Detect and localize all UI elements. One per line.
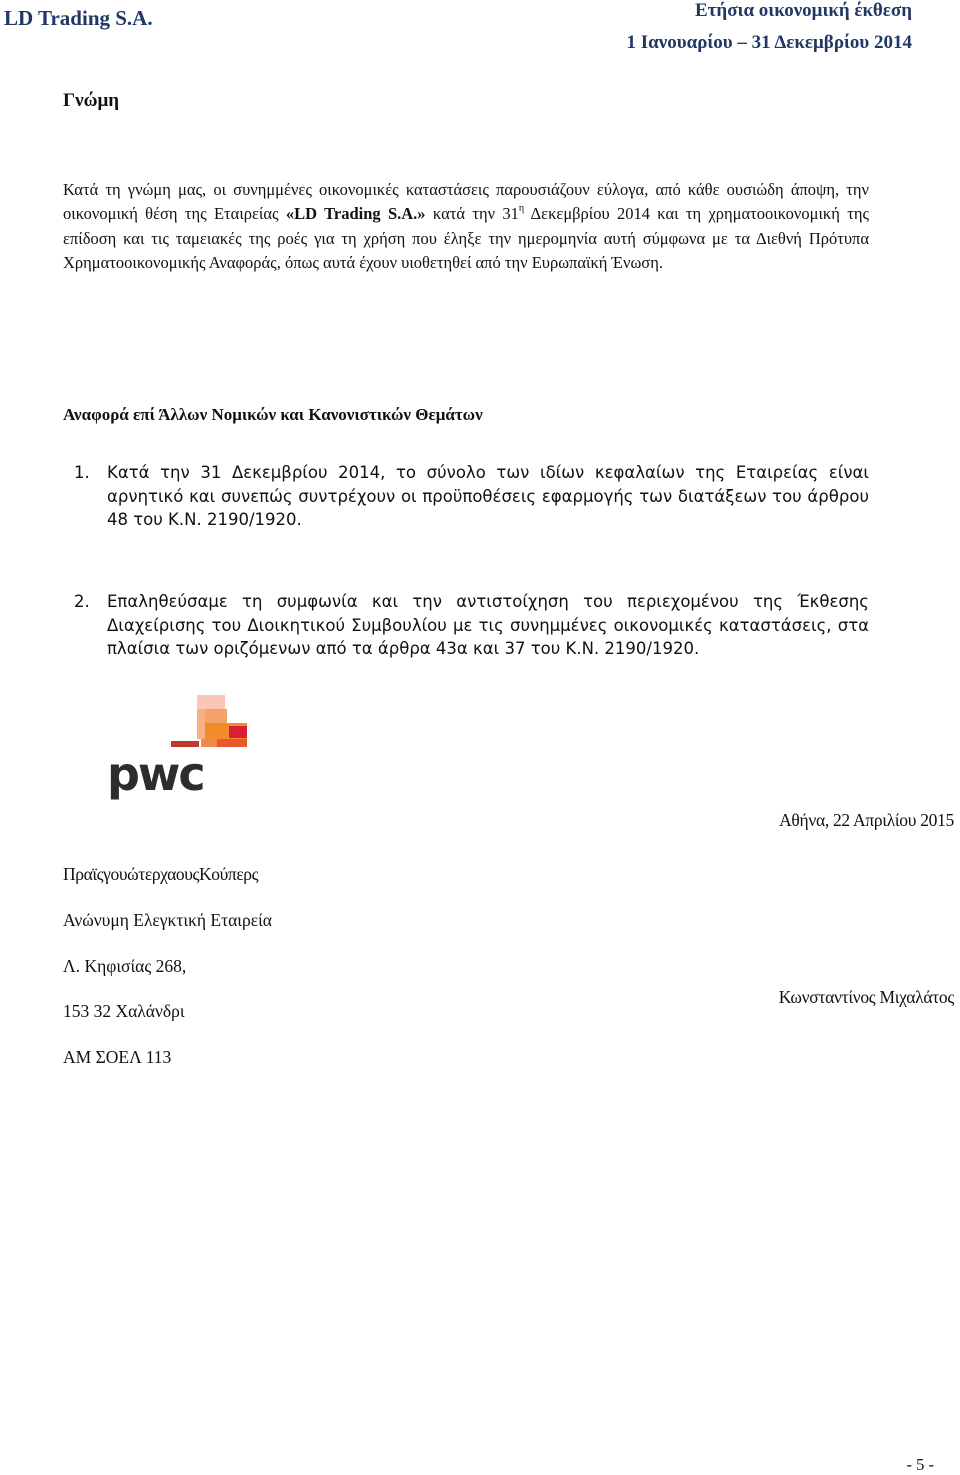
page-number: - 5 - — [906, 1455, 934, 1474]
opinion-text-after: Δεκεμβρίου 2014 και τη χρηματοοικονομική της επίδοση και τις ταμειακές της ροές για τη χρήση που έληξε την ημερομηνία αυτή σύμφωνα με τα Διεθνή Πρότυπα Χρηματοοικονομικής Αναφοράς, όπως αυτά έχουν υιοθετηθεί από την Ευρωπαϊκή Ένωση. — [63, 204, 869, 272]
legal-item-number: 1. — [74, 463, 90, 482]
opinion-text-before: Κατά τη γνώμη μας, οι συνημμένες οικονομικές καταστάσεις παρουσιάζουν εύλογα, από κάθε ουσιώδη άποψη, την οικονομική θέση της Εταιρείας — [63, 180, 869, 224]
logo-block — [201, 739, 217, 747]
legal-item-text: Επαληθεύσαμε τη συμφωνία και την αντιστοίχηση του περιεχομένου της Έκθεσης Διαχείρισης του Διοικητικού Συμβουλίου με τις συνημμένες οικονομικές καταστάσεις, στα πλαίσια των οριζόμενων από τα άρθρα 43α και 37 του Κ.Ν. 2190/1920. — [107, 592, 869, 658]
opinion-company-quoted: «LD Trading S.A.» — [285, 204, 426, 224]
logo-block — [197, 709, 205, 739]
opinion-paragraph — [63, 178, 869, 275]
opinion-title: Γνώμη — [63, 90, 120, 111]
signer-name: Κωνσταντίνος Μιχαλάτος — [778, 987, 954, 1007]
pwc-logo-blocks — [171, 695, 247, 747]
legal-item-text: Κατά την 31 Δεκεμβρίου 2014, το σύνολο των ιδίων κεφαλαίων της Εταιρείας είναι αρνητικό και συνεπώς συντρέχουν οι προϋποθέσεις εφαρμογής των διατάξεων του άρθρου 48 του Κ.Ν. 2190/1920. — [107, 463, 869, 529]
firm-name: ΠραϊςγουώτερχαουςΚούπερς — [63, 864, 259, 884]
legal-section-title: Αναφορά επί Άλλων Νομικών και Κανονιστικών Θεμάτων — [63, 405, 483, 424]
opinion-superscript: η — [518, 203, 525, 215]
place-date: Αθήνα, 22 Απριλίου 2015 — [779, 810, 954, 830]
logo-block — [229, 726, 247, 738]
header-company: LD Trading S.A. — [4, 6, 153, 30]
header-report-title: Ετήσια οικονομική έκθεση — [695, 0, 912, 21]
opinion-text-mid: κατά την 31 — [425, 204, 519, 224]
logo-block — [197, 695, 225, 709]
firm-type: Ανώνυμη Ελεγκτική Εταιρεία — [63, 910, 272, 930]
header-period: 1 Ιανουαρίου – 31 Δεκεμβρίου 2014 — [626, 32, 912, 53]
address-city: 153 32 Χαλάνδρι — [63, 1001, 185, 1021]
legal-item-number: 2. — [74, 592, 90, 611]
pwc-logo-text: pwc — [107, 747, 204, 801]
registry-number: ΑΜ ΣΟΕΛ 113 — [63, 1047, 172, 1067]
address-street: Λ. Κηφισίας 268, — [63, 956, 187, 976]
logo-block — [215, 739, 247, 747]
pwc-logo — [105, 690, 255, 805]
